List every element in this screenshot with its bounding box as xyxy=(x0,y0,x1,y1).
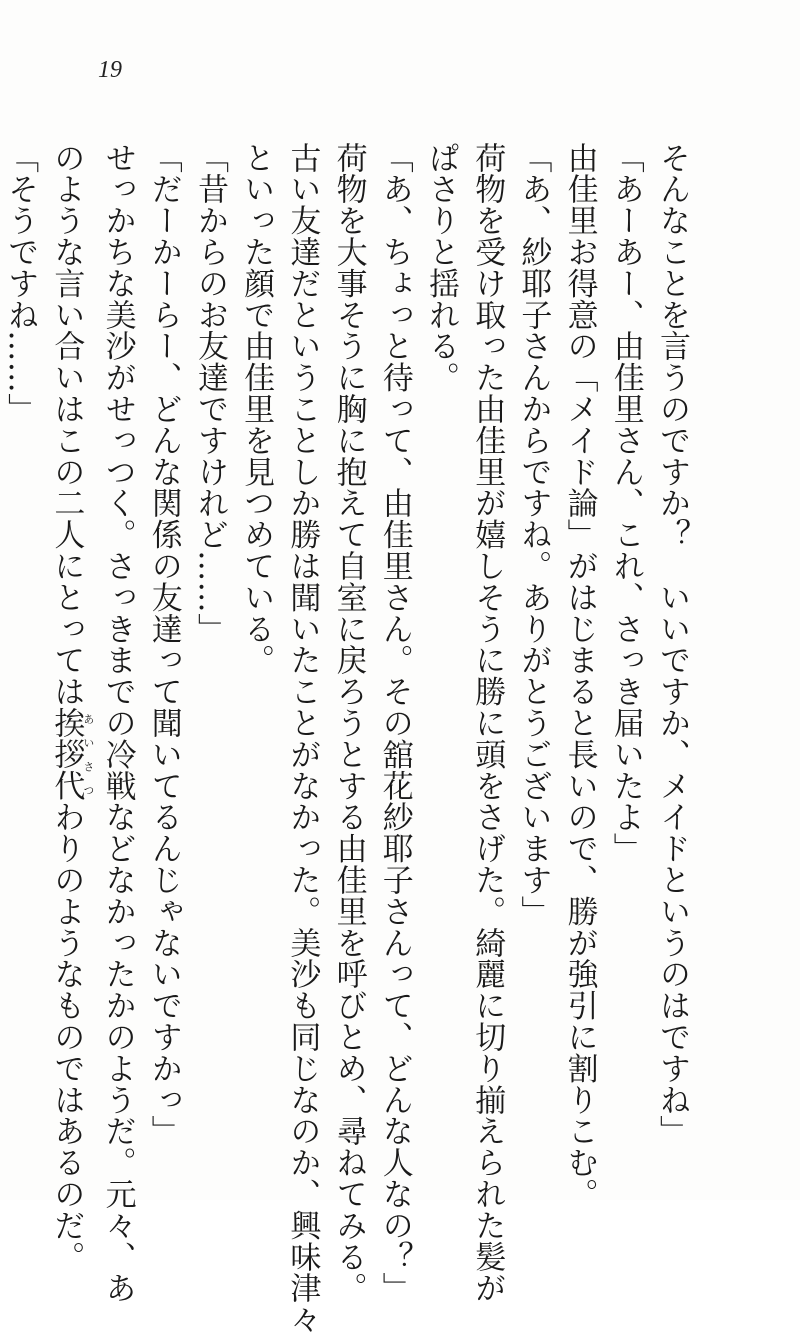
text-segment: のような言い合いはこの二人にとっては xyxy=(48,142,85,708)
text-segment: わりのようなものではあるのだ。 xyxy=(48,801,85,1273)
ruby-aisatsu xyxy=(48,707,95,802)
text-line: 「あ、ちょっと待って、由佳里さん。その舘花紗耶子さんって、どんな人なの？」 xyxy=(376,142,413,1304)
text-line: ぱさりと揺れる。 xyxy=(422,142,459,394)
text-line: 「あ、紗耶子さんからですね。ありがとうございます」 xyxy=(515,142,552,927)
text-line: 「だーかーらー、どんな関係の友達って聞いてるんじゃないですかっ」 xyxy=(145,142,182,1147)
page-number: 19 xyxy=(98,57,122,83)
text-line xyxy=(43,142,95,1273)
text-line: 荷物を受け取った由佳里が嬉しそうに勝に頭をさげた。綺麗に切り揃えられた髪が xyxy=(469,142,506,1304)
text-line: 「昔からのお友達ですけれど……」 xyxy=(191,142,228,645)
ruby-reading: あいさつ xyxy=(81,707,95,802)
text-line: 「そうですね……」 xyxy=(2,142,39,425)
text-line: 荷物を大事そうに胸に抱えて自室に戻ろうとする由佳里を呼びとめ、尋ねてみる。 xyxy=(330,142,367,1304)
body-text xyxy=(0,142,695,1335)
ruby-base: 挨拶代 xyxy=(48,707,85,802)
text-line: 「あーあー、由佳里さん、これ、さっき届いたよ」 xyxy=(607,142,644,865)
text-line: 由佳里お得意の「メイド論」がはじまると長いので、勝が強引に割りこむ。 xyxy=(561,142,598,1210)
text-line: そんなことを言うのですか？ いいですか、メイドというのはですね」 xyxy=(654,142,690,1147)
text-line: 古い友達だということしか勝は聞いたことがなかった。美沙も同じなのか、興味津々 xyxy=(284,142,321,1335)
text-line: といった顔で由佳里を見つめている。 xyxy=(238,142,275,676)
text-line: せっかちな美沙がせっつく。さっきまでの冷戦などなかったかのようだ。元々、あ xyxy=(99,142,136,1304)
